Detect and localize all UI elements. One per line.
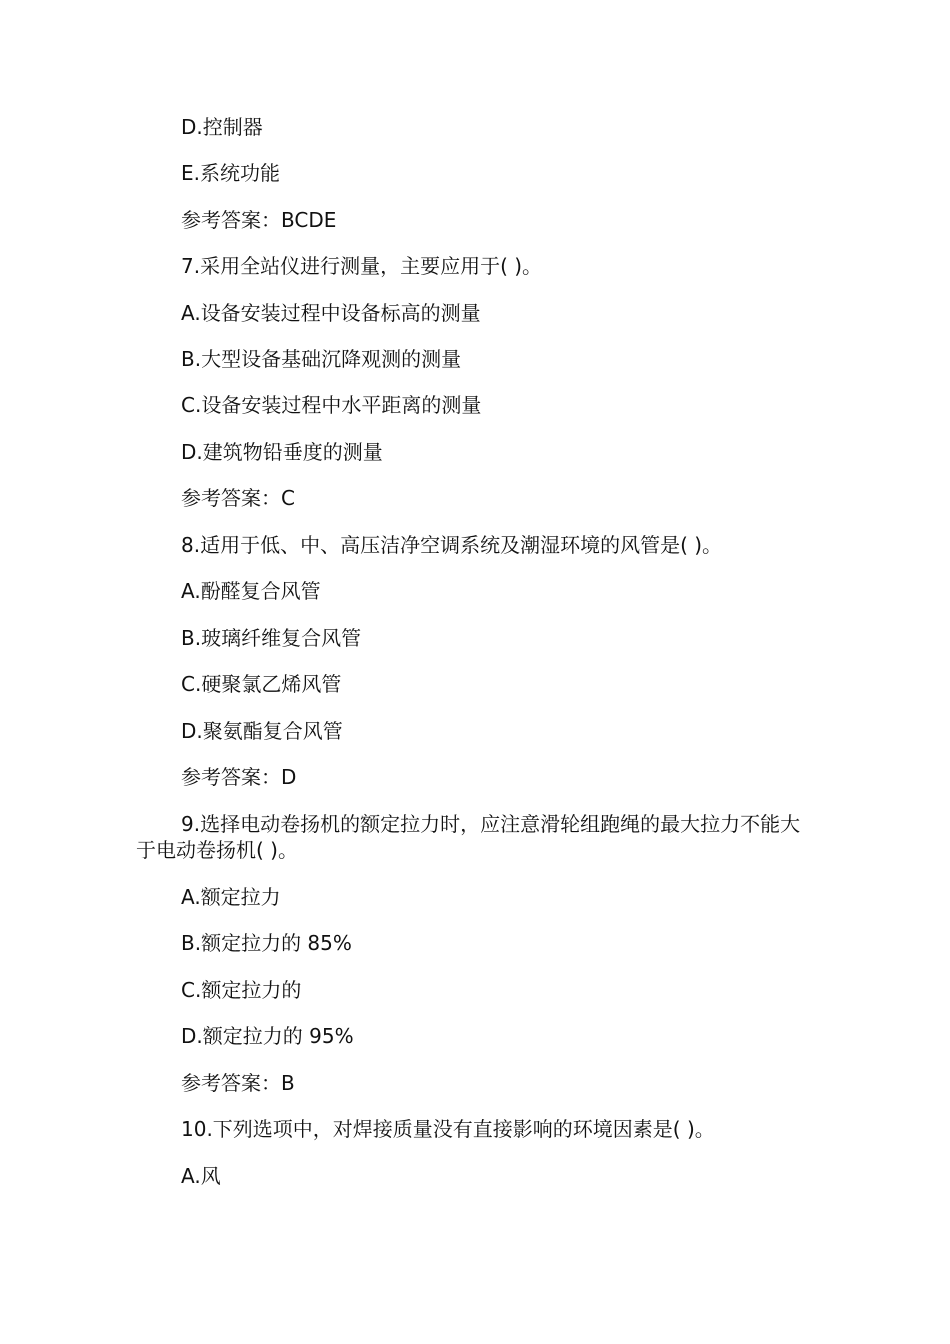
option-a-q7: A.设备安装过程中设备标高的测量	[181, 301, 481, 325]
option-d-q6: D.控制器	[181, 115, 263, 139]
question-7: 7.采用全站仪进行测量，主要应用于( )。	[181, 254, 543, 278]
option-d-q9: D.额定拉力的 95%	[181, 1024, 354, 1048]
question-8: 8.适用于低、中、高压洁净空调系统及潮湿环境的风管是( )。	[181, 533, 723, 557]
option-e-q6: E.系统功能	[181, 161, 280, 185]
option-a-q10: A.风	[181, 1164, 221, 1188]
answer-q7: 参考答案：C	[181, 486, 295, 510]
answer-q8: 参考答案：D	[181, 765, 297, 789]
answer-q6: 参考答案：BCDE	[181, 208, 337, 232]
option-d-q8: D.聚氨酯复合风管	[181, 719, 343, 743]
option-c-q7: C.设备安装过程中水平距离的测量	[181, 393, 482, 417]
option-b-q8: B.玻璃纤维复合风管	[181, 626, 362, 650]
option-b-q9: B.额定拉力的 85%	[181, 931, 352, 955]
option-c-q9: C.额定拉力的	[181, 978, 302, 1002]
option-a-q8: A.酚醛复合风管	[181, 579, 321, 603]
option-a-q9: A.额定拉力	[181, 885, 281, 909]
option-d-q7: D.建筑物铅垂度的测量	[181, 440, 383, 464]
answer-q9: 参考答案：B	[181, 1071, 295, 1095]
option-c-q8: C.硬聚氯乙烯风管	[181, 672, 342, 696]
question-10: 10.下列选项中，对焊接质量没有直接影响的环境因素是( )。	[181, 1117, 715, 1141]
question-9: 9.选择电动卷扬机的额定拉力时，应注意滑轮组跑绳的最大拉力不能大于电动卷扬机( )。	[136, 812, 801, 862]
option-b-q7: B.大型设备基础沉降观测的测量	[181, 347, 462, 371]
